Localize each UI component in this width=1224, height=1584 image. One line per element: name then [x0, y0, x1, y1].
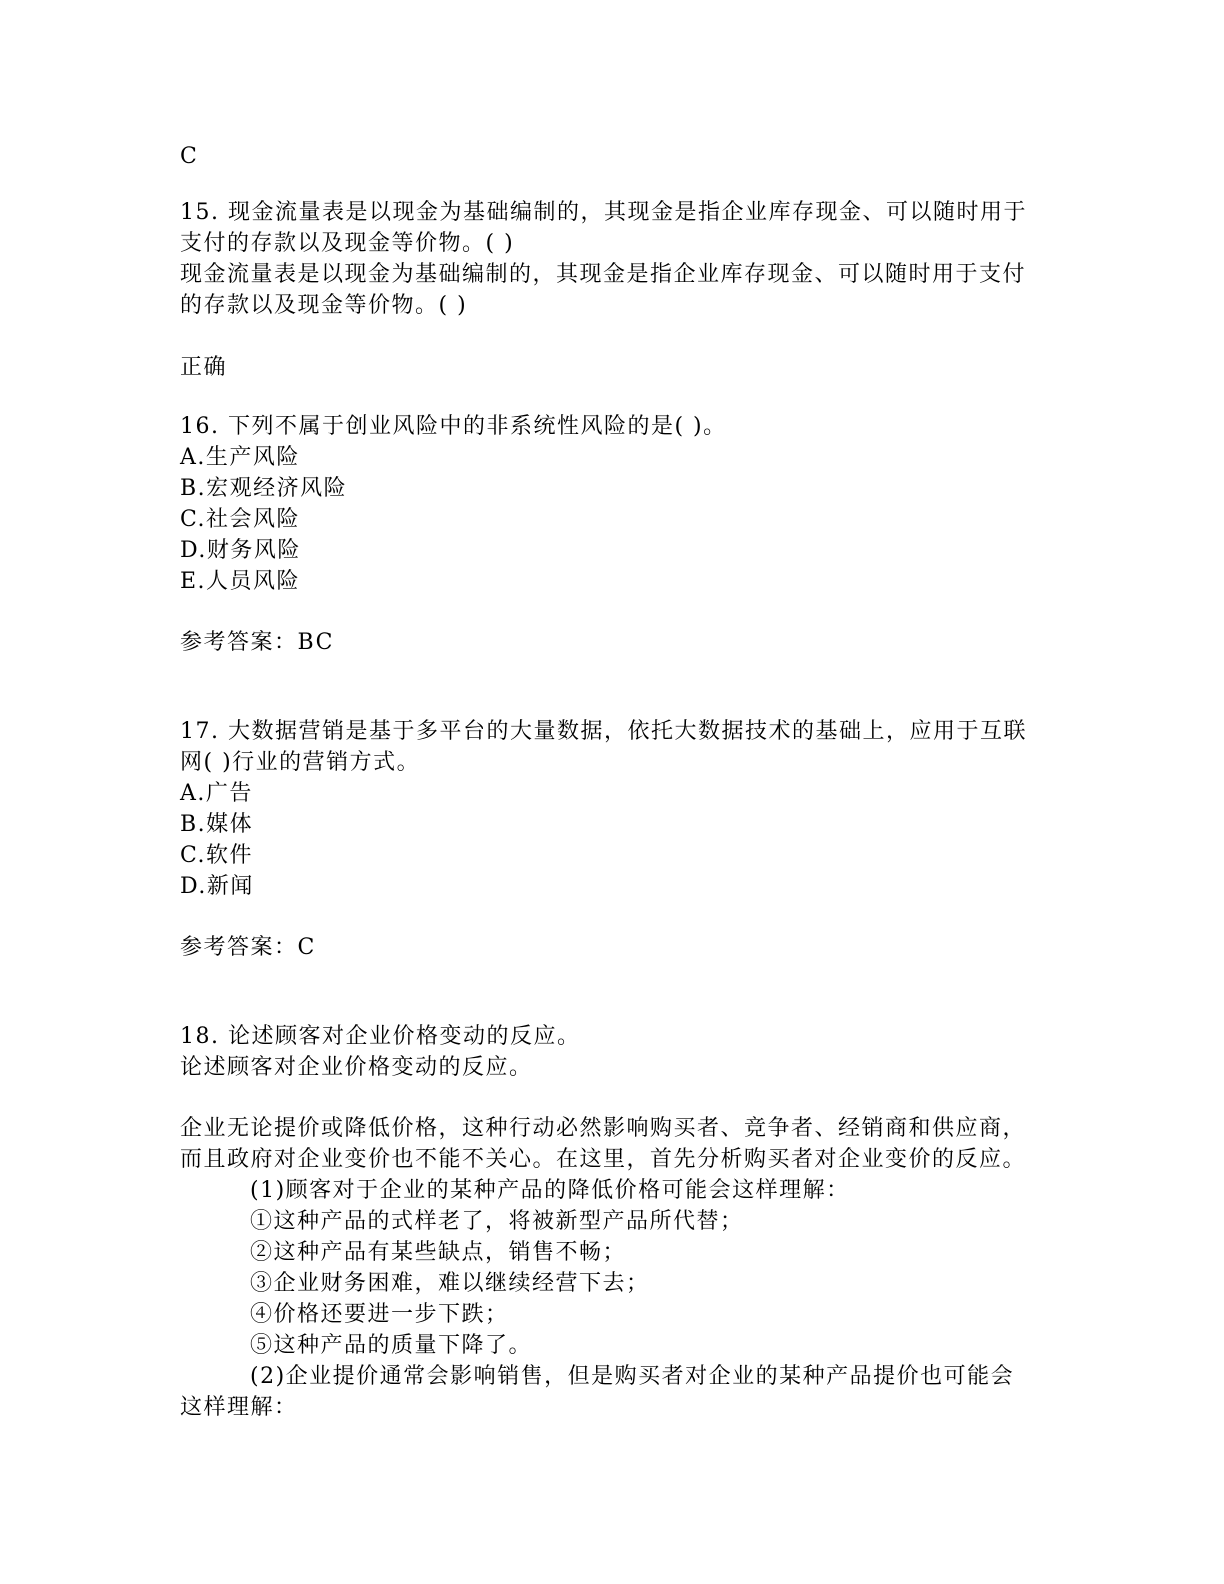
q17-stem-line-1: 17. 大数据营销是基于多平台的大量数据，依托大数据技术的基础上，应用于互联 [180, 719, 1027, 744]
q15-repeat-line-1: 现金流量表是以现金为基础编制的，其现金是指企业库存现金、可以随时用于支付 [180, 262, 1027, 287]
q18-sub-item: ②这种产品有某些缺点，销售不畅； [250, 1240, 627, 1265]
q16-option-e: E.人员风险 [180, 569, 301, 594]
q18-sub-item: ⑤这种产品的质量下降了。 [250, 1333, 533, 1358]
q17-option-c: C.软件 [180, 843, 254, 868]
q15-stem-line-1: 15. 现金流量表是以现金为基础编制的，其现金是指企业库存现金、可以随时用于 [180, 200, 1027, 225]
q15-answer: 正确 [180, 355, 228, 380]
q18-body-line-2: 而且政府对企业变价也不能不关心。在这里，首先分析购买者对企业变价的反应。 [180, 1147, 1027, 1172]
q17-option-d: D.新闻 [180, 874, 254, 899]
q18-sub-item: ①这种产品的式样老了，将被新型产品所代替； [250, 1209, 744, 1234]
q18-point-1: (1)顾客对于企业的某种产品的降低价格可能会这样理解： [250, 1178, 850, 1203]
q17-stem-line-2: 网( )行业的营销方式。 [180, 750, 421, 775]
q16-answer: 参考答案：BC [180, 630, 334, 655]
q17-option-a: A.广告 [180, 781, 253, 806]
q16-option-a: A.生产风险 [180, 445, 300, 470]
q18-repeat: 论述顾客对企业价格变动的反应。 [180, 1055, 533, 1080]
q18-point-2-line-1: (2)企业提价通常会影响销售，但是购买者对企业的某种产品提价也可能会 [250, 1364, 1015, 1389]
q16-stem: 16. 下列不属于创业风险中的非系统性风险的是( )。 [180, 414, 727, 439]
q15-repeat-line-2: 的存款以及现金等价物。( ) [180, 293, 468, 318]
q16-option-b: B.宏观经济风险 [180, 476, 348, 501]
q16-option-d: D.财务风险 [180, 538, 301, 563]
q17-answer: 参考答案：C [180, 935, 316, 960]
q16-option-c: C.社会风险 [180, 507, 301, 532]
q18-point-2-line-2: 这样理解： [180, 1395, 298, 1420]
q18-body-line-1: 企业无论提价或降低价格，这种行动必然影响购买者、竞争者、经销商和供应商， [180, 1116, 1027, 1141]
q17-option-b: B.媒体 [180, 812, 254, 837]
q18-sub-item: ④价格还要进一步下跌； [250, 1302, 509, 1327]
q15-stem-line-2: 支付的存款以及现金等价物。( ) [180, 231, 515, 256]
q18-sub-item: ③企业财务困难，难以继续经营下去； [250, 1271, 650, 1296]
q18-stem: 18. 论述顾客对企业价格变动的反应。 [180, 1024, 581, 1049]
previous-answer: C [180, 144, 199, 169]
